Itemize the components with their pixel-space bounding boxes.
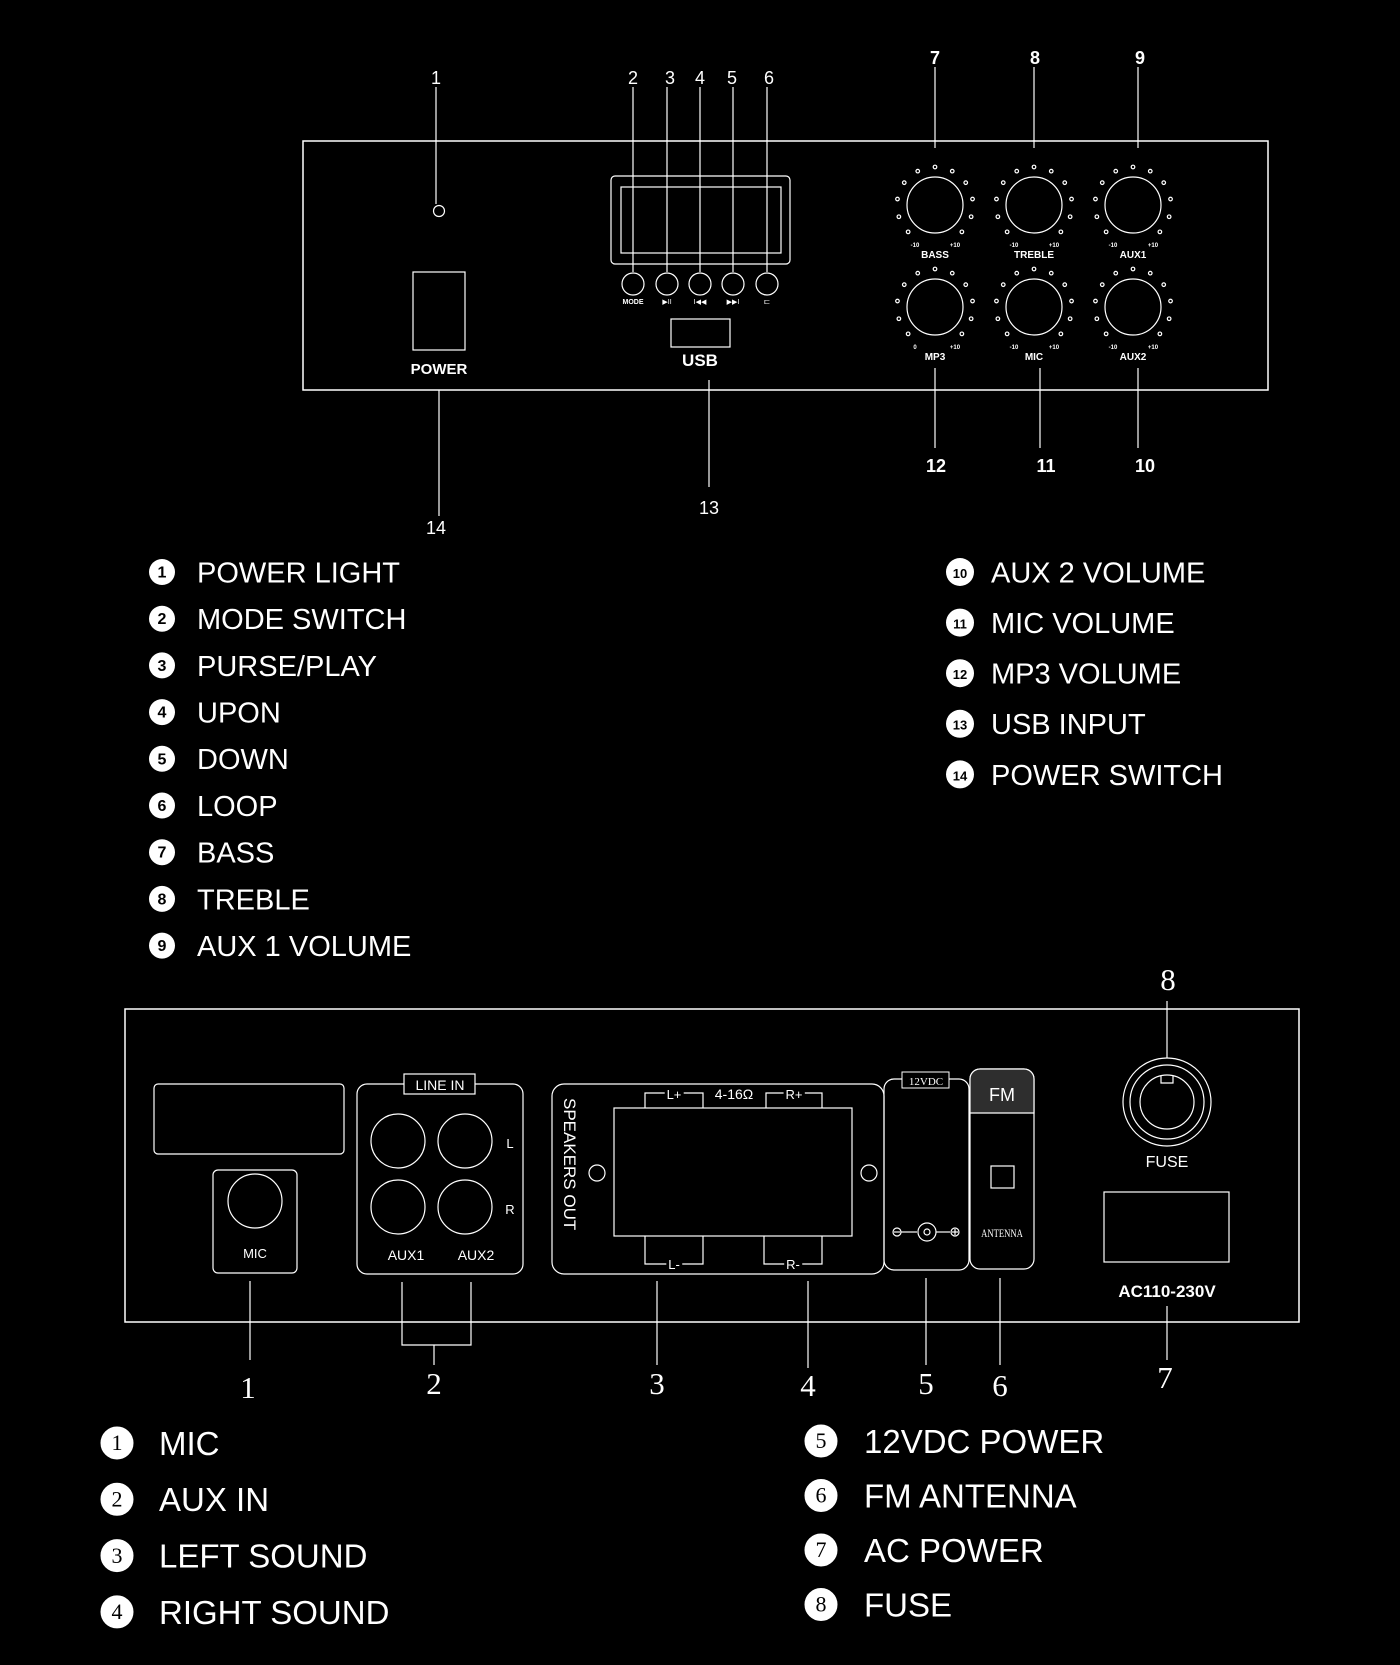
knob-tick-dot xyxy=(933,165,937,169)
legend-badge-number: 1 xyxy=(157,564,167,582)
l-minus-label: L- xyxy=(668,1257,680,1272)
antenna-label: ANTENNA xyxy=(981,1227,1023,1241)
legend-item xyxy=(149,698,281,730)
l-plus-label: L+ xyxy=(666,1087,682,1102)
aux1-right-jack[interactable] xyxy=(371,1180,425,1234)
knob-min-label: -10 xyxy=(1009,243,1019,249)
knob-tick-dot xyxy=(1001,283,1005,287)
knob-tick-dot xyxy=(1167,317,1171,321)
knob-tick-dot xyxy=(1100,283,1104,287)
legend-label: UPON xyxy=(197,697,281,730)
aux2-label: AUX2 xyxy=(457,1247,495,1263)
legend-item xyxy=(946,557,1205,589)
knob-tick-dot xyxy=(1114,169,1118,173)
legend-badge-number: 11 xyxy=(953,616,967,632)
knob-tick-dot xyxy=(1005,332,1009,336)
fuse-inner-ring xyxy=(1130,1065,1204,1139)
legend-badge-number: 10 xyxy=(952,565,968,581)
legend-item xyxy=(805,1423,1104,1460)
knob-tick-dot xyxy=(1104,332,1108,336)
knob-tick-dot xyxy=(1032,165,1036,169)
knob-tick-dot xyxy=(1095,317,1099,321)
knob-tick-dot xyxy=(950,169,954,173)
knob-min-label: -10 xyxy=(910,243,920,249)
knob-tick-dot xyxy=(1131,165,1135,169)
legend-label: DOWN xyxy=(197,744,289,777)
knob-label: AUX2 xyxy=(1119,352,1147,363)
mode-button[interactable] xyxy=(622,273,644,295)
legend-label: POWER SWITCH xyxy=(991,759,1223,792)
legend-badge-number: 5 xyxy=(157,751,167,769)
legend-label: MP3 VOLUME xyxy=(991,658,1182,691)
callout-8: 8 xyxy=(1029,48,1041,68)
knob-tick-dot xyxy=(1063,181,1067,185)
ac-socket[interactable] xyxy=(1104,1192,1229,1262)
rear-leader-lines xyxy=(250,1001,1167,1368)
dc-label: 12VDC xyxy=(908,1076,944,1088)
callout-12: 12 xyxy=(925,456,947,476)
legend-badge-number: 5 xyxy=(815,1428,827,1454)
callout-10: 10 xyxy=(1134,456,1156,476)
callout-6: 6 xyxy=(763,68,775,88)
knob-label: AUX1 xyxy=(1119,250,1147,261)
legend-label: FM ANTENNA xyxy=(864,1477,1077,1515)
knob-group xyxy=(896,165,1173,363)
rear-callout-1: 1 xyxy=(240,1370,256,1405)
knob-tick-dot xyxy=(1162,283,1166,287)
next-button[interactable] xyxy=(722,273,744,295)
right-channel-label: R xyxy=(505,1202,515,1217)
legend-badge-number: 6 xyxy=(815,1482,827,1508)
ac-label: AC110-230V xyxy=(1118,1282,1216,1301)
line-in-plate xyxy=(357,1084,523,1274)
knob-tick-dot xyxy=(906,230,910,234)
knob-treble[interactable] xyxy=(995,165,1074,261)
legend-item xyxy=(946,659,1181,691)
legend-item xyxy=(946,608,1175,640)
legend-item xyxy=(149,557,400,589)
knob-tick-dot xyxy=(995,197,999,201)
legend-item xyxy=(101,1425,220,1462)
fm-label: FM xyxy=(989,1085,1015,1105)
callout-1: 1 xyxy=(430,68,442,88)
legend-badge-number: 1 xyxy=(111,1430,123,1456)
knob-tick-dot xyxy=(916,169,920,173)
knob-max-label: +10 xyxy=(1048,345,1060,351)
knob-tick-dot xyxy=(916,271,920,275)
dc-polarity-icon[interactable] xyxy=(893,1223,959,1241)
front-legend-left xyxy=(149,557,411,963)
legend-item xyxy=(149,744,289,776)
legend-item xyxy=(149,838,274,870)
legend-label: MODE SWITCH xyxy=(197,604,407,637)
knob-tick-dot xyxy=(902,283,906,287)
front-leader-lines xyxy=(436,67,1138,516)
legend-badge-number: 2 xyxy=(157,611,167,629)
knob-tick-dot xyxy=(964,283,968,287)
knob-tick-dot xyxy=(1015,271,1019,275)
knob-tick-dot xyxy=(1049,271,1053,275)
legend-badge-number: 7 xyxy=(157,844,167,862)
knob-min-label: -10 xyxy=(1108,345,1118,351)
knob-mp3[interactable] xyxy=(896,267,975,363)
fuse-label: FUSE xyxy=(1145,1154,1189,1171)
legend-label: AUX IN xyxy=(159,1481,270,1519)
legend-item xyxy=(149,884,310,916)
rear-callout-2: 2 xyxy=(426,1366,442,1401)
knob-tick-dot xyxy=(996,317,1000,321)
knob-tick-dot xyxy=(1068,215,1072,219)
knob-max-label: +10 xyxy=(949,243,961,249)
knob-mic[interactable] xyxy=(995,267,1074,363)
knob-bass[interactable] xyxy=(896,165,975,261)
knob-max-label: +10 xyxy=(1048,243,1060,249)
legend-badge-number: 9 xyxy=(157,938,167,956)
knob-max-label: +10 xyxy=(1147,345,1159,351)
knob-tick-dot xyxy=(1068,317,1072,321)
mic-jack-label: MIC xyxy=(243,1246,267,1261)
knob-tick-dot xyxy=(969,215,973,219)
legend-label: BASS xyxy=(197,837,275,870)
knob-mic-dial[interactable] xyxy=(1006,279,1062,335)
legend-item xyxy=(149,791,278,823)
label-plate xyxy=(154,1084,344,1154)
line-in-label: LINE IN xyxy=(415,1077,465,1093)
power-switch[interactable] xyxy=(413,272,465,350)
legend-item xyxy=(805,1532,1044,1569)
knob-tick-dot xyxy=(1100,181,1104,185)
knob-tick-dot xyxy=(1059,230,1063,234)
legend-badge-number: 3 xyxy=(111,1542,123,1568)
legend-label: LEFT SOUND xyxy=(159,1537,368,1575)
r-plus-label: R+ xyxy=(785,1087,803,1102)
legend-item xyxy=(101,1594,389,1631)
callout-7: 7 xyxy=(929,48,941,68)
rear-legend-right xyxy=(805,1423,1104,1624)
legend-item xyxy=(946,760,1223,792)
usb-label: USB xyxy=(682,351,718,370)
knob-tick-dot xyxy=(969,317,973,321)
prev-button[interactable] xyxy=(689,273,711,295)
knob-tick-dot xyxy=(1169,299,1173,303)
legend-badge-number: 13 xyxy=(952,717,968,733)
knob-tick-dot xyxy=(1063,283,1067,287)
knob-tick-dot xyxy=(950,271,954,275)
display-screen xyxy=(621,187,781,253)
legend-label: PURSE/PLAY xyxy=(197,650,377,683)
knob-tick-dot xyxy=(902,181,906,185)
knob-tick-dot xyxy=(1001,181,1005,185)
legend-badge-number: 2 xyxy=(111,1486,123,1512)
knob-tick-dot xyxy=(897,317,901,321)
knob-tick-dot xyxy=(971,299,975,303)
rear-panel-outline xyxy=(125,1009,1299,1322)
speakers-out-label: SPEAKERS OUT xyxy=(560,1098,579,1231)
legend-label: USB INPUT xyxy=(991,709,1146,742)
legend-item xyxy=(946,709,1146,741)
legend-badge-number: 8 xyxy=(157,891,167,909)
aux1-left-jack[interactable] xyxy=(371,1114,425,1168)
knob-tick-dot xyxy=(896,299,900,303)
play-pause-button[interactable] xyxy=(656,273,678,295)
legend-item xyxy=(101,1481,269,1518)
knob-tick-dot xyxy=(1104,230,1108,234)
loop-button[interactable] xyxy=(756,273,778,295)
speaker-terminal-window[interactable] xyxy=(614,1108,852,1236)
knob-tick-dot xyxy=(1015,169,1019,173)
callout-11: 11 xyxy=(1036,456,1056,476)
prev-icon: I◀◀ xyxy=(693,299,707,306)
knob-mp3-dial[interactable] xyxy=(907,279,963,335)
callout-9: 9 xyxy=(1134,48,1146,68)
legend-item xyxy=(805,1586,952,1623)
knob-tick-dot xyxy=(1095,215,1099,219)
knob-tick-dot xyxy=(960,230,964,234)
rear-panel xyxy=(125,962,1299,1405)
legend-label: AC POWER xyxy=(864,1531,1044,1569)
knob-max-label: +10 xyxy=(1147,243,1159,249)
legend-item xyxy=(101,1537,367,1574)
rear-callout-5: 5 xyxy=(918,1366,934,1401)
knob-tick-dot xyxy=(1158,332,1162,336)
knob-tick-dot xyxy=(971,197,975,201)
knob-tick-dot xyxy=(1094,197,1098,201)
speaker-screw-right xyxy=(861,1165,877,1181)
legend-label: RIGHT SOUND xyxy=(159,1593,390,1631)
front-legend-right xyxy=(946,557,1223,791)
knob-tick-dot xyxy=(1114,271,1118,275)
loop-icon: ⊏ xyxy=(763,297,771,306)
callout-4: 4 xyxy=(694,68,706,88)
knob-tick-dot xyxy=(995,299,999,303)
knob-min-label: -10 xyxy=(1009,345,1019,351)
legend-label: MIC xyxy=(159,1424,220,1462)
aux2-right-jack[interactable] xyxy=(438,1180,492,1234)
legend-label: POWER LIGHT xyxy=(197,557,401,590)
knob-aux1[interactable] xyxy=(1094,165,1173,261)
knob-tick-dot xyxy=(1070,197,1074,201)
legend-badge-number: 4 xyxy=(157,704,167,722)
play-pause-icon: ▶II xyxy=(662,299,672,306)
legend-badge-number: 6 xyxy=(157,797,167,815)
mode-label: MODE xyxy=(622,299,644,306)
legend-badge-number: 3 xyxy=(157,657,167,675)
callout-2: 2 xyxy=(627,68,639,88)
fuse-holder-icon[interactable] xyxy=(1140,1075,1194,1129)
legend-label: AUX 1 VOLUME xyxy=(197,931,412,964)
knob-label: TREBLE xyxy=(1014,250,1054,261)
knob-tick-dot xyxy=(1032,267,1036,271)
rear-callout-8: 8 xyxy=(1160,962,1176,997)
power-light-icon xyxy=(434,206,445,217)
knob-tick-dot xyxy=(1148,271,1152,275)
legend-label: TREBLE xyxy=(197,884,310,917)
knob-tick-dot xyxy=(1070,299,1074,303)
knob-aux2-dial[interactable] xyxy=(1105,279,1161,335)
knob-tick-dot xyxy=(1162,181,1166,185)
knob-tick-dot xyxy=(1005,230,1009,234)
power-label: POWER xyxy=(410,361,468,378)
legend-label: FUSE xyxy=(864,1586,953,1624)
knob-tick-dot xyxy=(1148,169,1152,173)
legend-item xyxy=(149,604,406,636)
rear-callout-4: 4 xyxy=(800,1368,816,1403)
aux1-label: AUX1 xyxy=(387,1247,425,1263)
callout-13: 13 xyxy=(698,498,720,518)
knob-bass-dial[interactable] xyxy=(907,177,963,233)
knob-tick-dot xyxy=(906,332,910,336)
fuse-outer-ring xyxy=(1123,1058,1211,1146)
antenna-jack[interactable] xyxy=(991,1166,1014,1188)
next-icon: ▶▶I xyxy=(726,299,740,306)
knob-tick-dot xyxy=(964,181,968,185)
knob-tick-dot xyxy=(960,332,964,336)
legend-label: MIC VOLUME xyxy=(991,608,1175,641)
knob-label: MP3 xyxy=(924,352,946,363)
callout-5: 5 xyxy=(726,68,738,88)
rear-callout-3: 3 xyxy=(649,1366,665,1401)
r-minus-label: R- xyxy=(786,1257,800,1272)
knob-tick-dot xyxy=(933,267,937,271)
mic-jack[interactable] xyxy=(228,1174,282,1228)
knob-tick-dot xyxy=(1167,215,1171,219)
knob-tick-dot xyxy=(1169,197,1173,201)
aux2-left-jack[interactable] xyxy=(438,1114,492,1168)
legend-badge-number: 4 xyxy=(111,1599,123,1625)
legend-label: LOOP xyxy=(197,790,278,823)
usb-port[interactable] xyxy=(671,319,730,347)
legend-badge-number: 7 xyxy=(815,1537,827,1563)
legend-item xyxy=(149,931,411,963)
legend-item xyxy=(149,651,377,683)
impedance-label: 4-16Ω xyxy=(714,1086,754,1102)
knob-tick-dot xyxy=(1094,299,1098,303)
rear-callout-6: 6 xyxy=(992,1368,1008,1403)
knob-tick-dot xyxy=(1131,267,1135,271)
left-channel-label: L xyxy=(506,1136,514,1151)
knob-tick-dot xyxy=(996,215,1000,219)
speaker-screw-left xyxy=(589,1165,605,1181)
knob-tick-dot xyxy=(1049,169,1053,173)
knob-label: MIC xyxy=(1024,352,1044,363)
knob-aux2[interactable] xyxy=(1094,267,1173,363)
knob-tick-dot xyxy=(896,197,900,201)
knob-tick-dot xyxy=(1158,230,1162,234)
legend-label: AUX 2 VOLUME xyxy=(991,557,1206,590)
knob-label: BASS xyxy=(921,250,949,261)
knob-min-label: 0 xyxy=(913,345,917,351)
knob-treble-dial[interactable] xyxy=(1006,177,1062,233)
legend-badge-number: 8 xyxy=(815,1591,827,1617)
legend-item xyxy=(805,1477,1077,1514)
rear-callout-7: 7 xyxy=(1157,1360,1173,1395)
front-panel xyxy=(303,48,1268,538)
rear-legend-left xyxy=(101,1425,389,1631)
legend-label: 12VDC POWER xyxy=(864,1422,1105,1460)
knob-aux1-dial[interactable] xyxy=(1105,177,1161,233)
legend-badge-number: 12 xyxy=(952,667,968,683)
knob-max-label: +10 xyxy=(949,345,961,351)
knob-tick-dot xyxy=(897,215,901,219)
callout-3: 3 xyxy=(664,68,676,88)
knob-min-label: -10 xyxy=(1108,243,1118,249)
legend-badge-number: 14 xyxy=(952,768,968,784)
knob-tick-dot xyxy=(1059,332,1063,336)
callout-14: 14 xyxy=(425,518,447,538)
